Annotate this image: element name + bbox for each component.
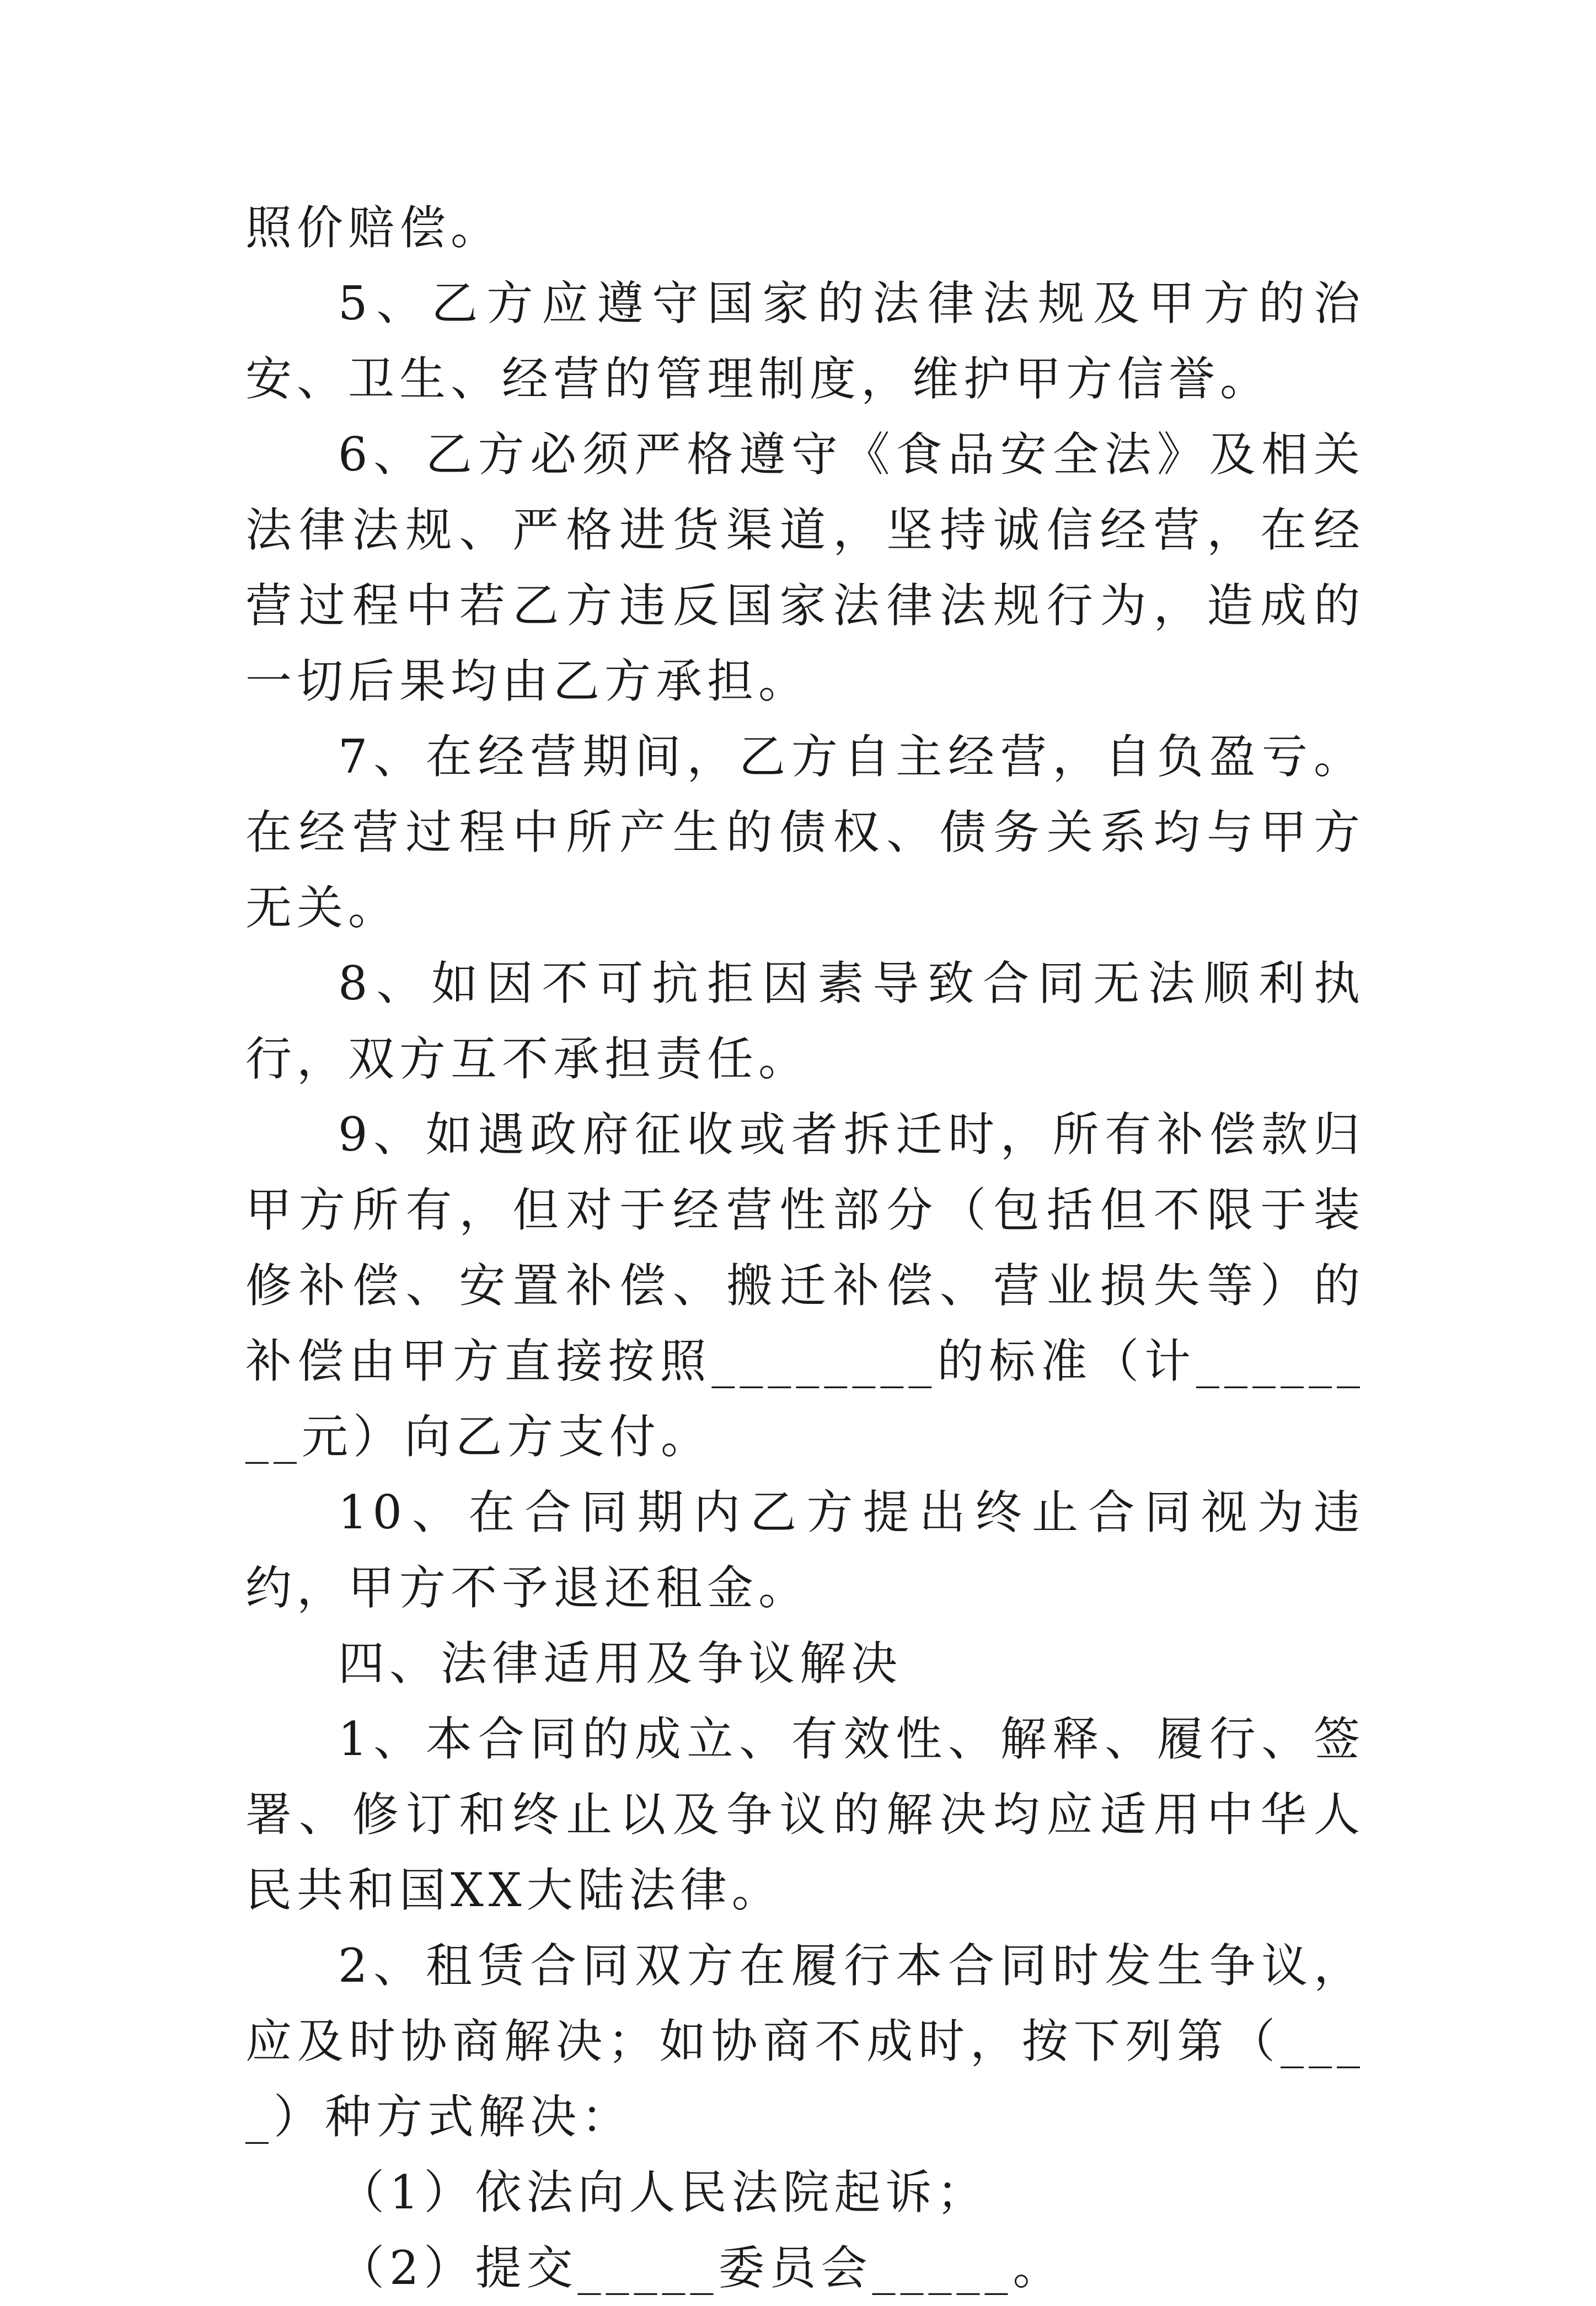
paragraph-clause-3-10: 10、在合同期内乙方提出终止合同视为违约，甲方不予退还租金。 [245,1485,1365,1615]
paragraph-clause-4-2: 2、租赁合同双方在履行本合同时发生争议，应及时协商解决；如协商不成时，按下列第（____）种方式解决： [245,1939,1365,2144]
paragraph-clause-3-7: 7、在经营期间，乙方自主经营，自负盈亏。在经营过程中所产生的债权、债务关系均与甲方无关。 [245,730,1365,935]
paragraph-clause-3-8: 8、如因不可抗拒因素导致合同无法顺利执行，双方互不承担责任。 [245,956,1365,1086]
section-heading-law-and-disputes: 四、法律适用及争议解决 [338,1636,903,1690]
paragraph-clause-3-6: 6、乙方必须严格遵守《食品安全法》及相关法律法规、严格进货渠道，坚持诚信经营，在经营过程中若乙方违反国家法律法规行为，造成的一切后果均由乙方承担。 [245,427,1365,708]
paragraph-continuation: 照价赔偿。 [245,201,502,255]
document-body [245,190,1365,2306]
paragraph-clause-4-1: 1、本合同的成立、有效性、解释、履行、签署、修订和终止以及争议的解决均应适用中华人民共和国XX大陆法律。 [245,1712,1365,1917]
paragraph-clause-3-9: 9、如遇政府征收或者拆迁时，所有补偿款归甲方所有，但对于经营性部分（包括但不限于装修补偿、安置补偿、搬迁补偿、营业损失等）的补偿由甲方直接按照________的标准（计________元）向乙方支付。 [245,1107,1365,1464]
paragraph-clause-3-5: 5、乙方应遵守国家的法律法规及甲方的治安、卫生、经营的管理制度，维护甲方信誉。 [245,276,1365,406]
dispute-option-arbitration: （2）提交_____委员会_____。 [338,2241,1064,2295]
dispute-option-court: （1）依法向人民法院起诉； [338,2165,988,2219]
